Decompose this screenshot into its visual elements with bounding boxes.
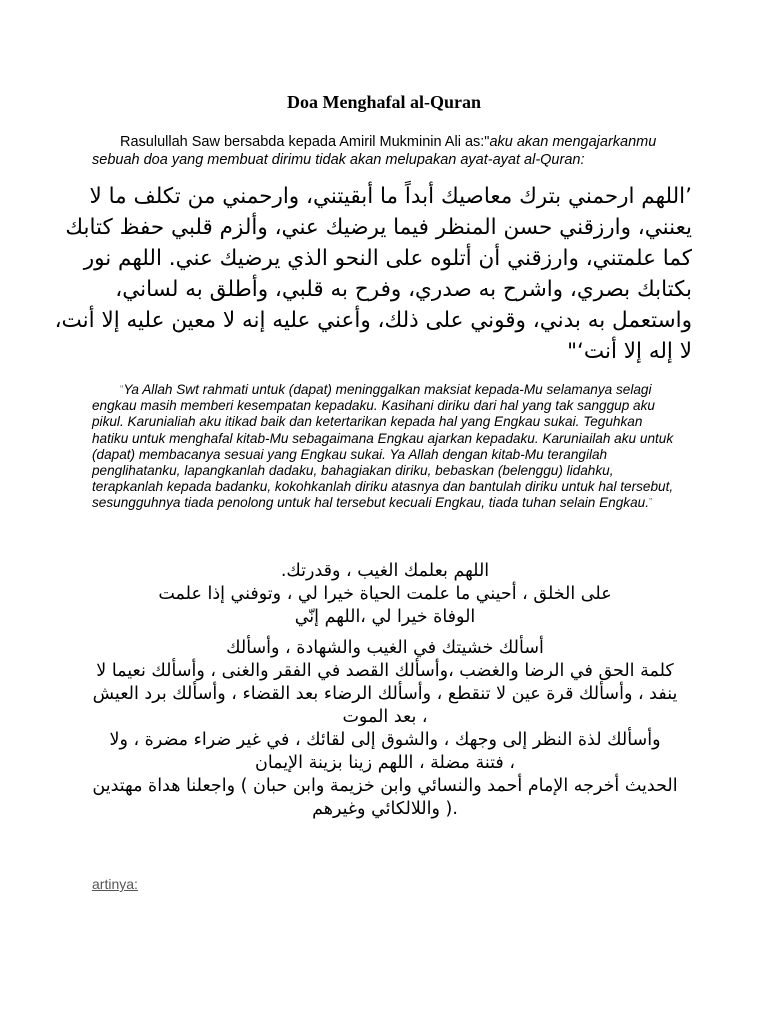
arabic-line: الوفاة خيرا لي ،اللهم إنّي <box>294 607 476 627</box>
arabic-prayer-block-2 <box>85 560 685 821</box>
page-title: Doa Menghafal al-Quran <box>286 92 481 112</box>
arabic-line: بكتابك بصري، واشرح به صدري، وفرح به قلبي، وأطلق به لساني، <box>115 277 692 302</box>
intro-italic-text: aku akan mengajarkanmu sebuah doa yang membuat dirimu tidak akan melupakan ayat-ayat al-Quran: <box>92 134 657 168</box>
arabic-line: ، فتنة مضلة ، اللهم زينا بزينة الإيمان <box>255 753 515 773</box>
artinya-link[interactable]: artinya: <box>92 876 138 892</box>
arabic-line: كما علمتني، وارزقني أن أتلوه على النحو الذي يرضيك عني. اللهم نور <box>83 246 692 271</box>
arabic-line: واستعمل به بدني، وقوني على ذلك، وأعني عليه إنه لا معين عليه إلا أنت، <box>54 308 692 333</box>
arabic-line: .( واللالكائي وغيرهم <box>312 799 458 819</box>
arabic-line: كلمة الحق في الرضا والغضب ،وأسألك القصد في الفقر والغنى ، وأسألك نعيما لا <box>96 661 674 681</box>
arabic-line: ، بعد الموت <box>342 707 428 727</box>
arabic-line: ’اللهم ارحمني بترك معاصيك أبداً ما أبقيتني، وارحمني من تكلف ما لا <box>89 184 692 209</box>
arabic-line: الحديث أخرجه الإمام أحمد والنسائي وابن خزيمة وابن حبان ) واجعلنا هداة مهتدين <box>92 776 678 796</box>
translation-paragraph <box>92 382 682 512</box>
arabic-line: على الخلق ، أحيني ما علمت الحياة خيرا لي ، وتوفني إذا علمت <box>158 584 612 604</box>
arabic-line: لا إله إلا أنت‘" <box>567 339 692 364</box>
translation-text: Ya Allah Swt rahmati untuk (dapat) meninggalkan maksiat kepada-Mu selamanya selagi engkau masih memberi kesempatan kepadaku. Kasihani diriku dari hal yang tak sanggup aku pikul. Karunialiah aku itikad baik dan ketertarikan kepada hal yang Engkau sukai. Teguhkan hatiku untuk menghafal kitab-Mu sebagaimana Engkau ajarkan kepadaku. Karuniailah aku untuk (dapat) membacanya sesuai yang Engkau sukai. Ya Allah dengan kitab-Mu terangilah penglihatanku, lapangkanlah dadaku, bahagiakan diriku, bebaskan (belenggu) lidahku, terapkanlah kepada badanku, kokohkanlah diriku atasnya dan bantulah diriku untuk hal tersebut, sesungguhnya tiada penolong untuk hal tersebut kecuali Engkau, tiada tuhan selain Engkau. <box>92 382 674 511</box>
intro-paragraph <box>92 133 692 169</box>
intro-text: Rasulullah Saw bersabda kepada Amiril Mukminin Ali as:" <box>120 134 490 150</box>
line-gap <box>85 629 685 637</box>
arabic-line: يعنني، وارزقني حسن المنظر فيما يرضيك عني، وألزم قلبي حفظ كتابك <box>65 215 692 240</box>
arabic-line: أسألك خشيتك في الغيب والشهادة ، وأسألك <box>226 638 544 658</box>
arabic-line: ينفد ، وأسألك قرة عين لا تنقطع ، وأسألك الرضاء بعد القضاء ، وأسألك برد العيش <box>92 684 678 704</box>
arabic-line: وأسألك لذة النظر إلى وجهك ، والشوق إلى لقائك ، في غير ضراء مضرة ، ولا <box>109 730 661 750</box>
arabic-line: اللهم بعلمك الغيب ، وقدرتك. <box>280 561 490 581</box>
close-quote: ” <box>649 497 653 509</box>
open-quote: “ <box>120 384 124 395</box>
arabic-prayer-block-1 <box>54 181 692 367</box>
